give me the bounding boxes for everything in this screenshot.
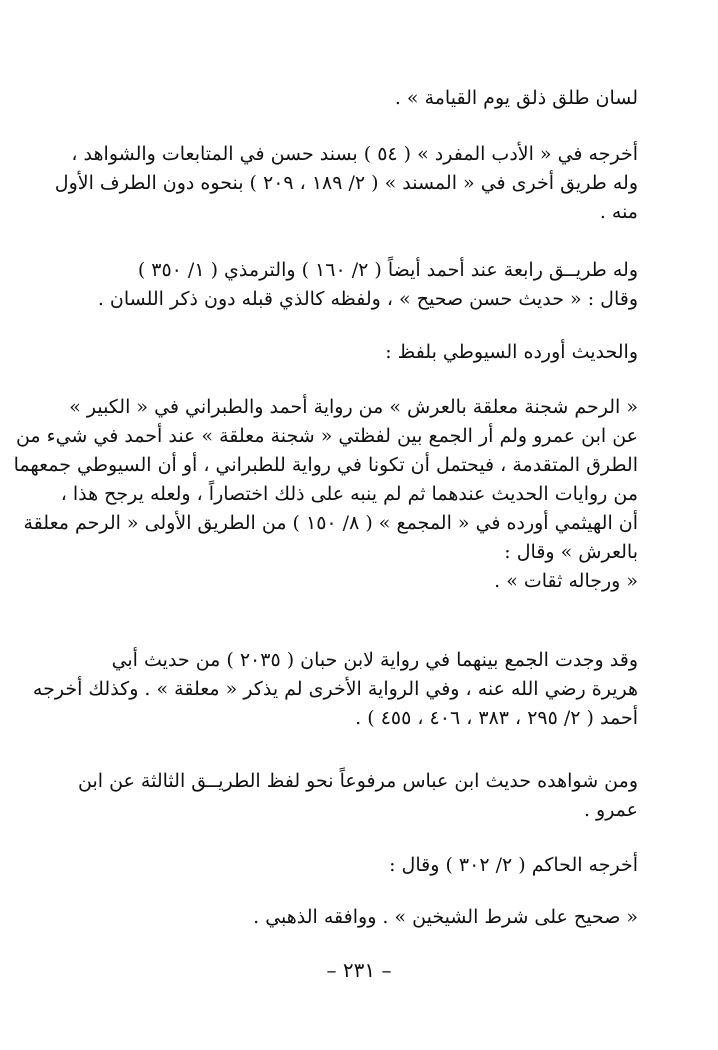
text-line: هريرة رضي الله عنه ، وفي الرواية الأخرى لم يذكر « معلقة » . وكذلك أخرجه xyxy=(32,678,638,700)
text-line: عن ابن عمرو ولم أر الجمع بين لفظتي « شجنة معلقة » عند أحمد في شيء من xyxy=(15,425,638,447)
text-line: والحديث أورده السيوطي بلفظ : xyxy=(385,341,638,363)
text-line: الطرق المتقدمة ، فيحتمل أن تكونا في رواية للطبراني ، أو أن السيوطي جمعهما xyxy=(13,454,638,476)
paragraph-3 xyxy=(78,256,638,314)
paragraph-9 xyxy=(78,903,638,932)
text-line: وقد وجدت الجمع بينهما في رواية لابن حبان ( ٢٠٣٥ ) من حديث أبي xyxy=(111,649,638,671)
text-line: أخرجه الحاكم ( ٢/ ٣٠٢ ) وقال : xyxy=(389,854,638,876)
text-line: منه . xyxy=(599,201,638,223)
text-line: « الرحم شجنة معلقة بالعرش » من رواية أحمد والطبراني في « الكبير » xyxy=(69,396,638,418)
text-line: أخرجه في « الأدب المفرد » ( ٥٤ ) بسند حسن في المتابعات والشواهد ، xyxy=(71,143,638,165)
paragraph-6 xyxy=(32,646,638,733)
text-line: ومن شواهده حديث ابن عباس مرفوعاً نحو لفظ الطريــق الثالثة عن ابن xyxy=(78,770,638,792)
text-line: « صحيح على شرط الشيخين » . ووافقه الذهبي . xyxy=(253,906,638,928)
text-line: عمرو . xyxy=(583,799,638,821)
text-line: أحمد ( ٢/ ٢٩٥ ، ٣٨٣ ، ٤٠٦ ، ٤٥٥ ) . xyxy=(355,707,638,729)
paragraph-4 xyxy=(78,338,638,367)
paragraph-2 xyxy=(54,140,638,227)
paragraph-8 xyxy=(78,851,638,880)
paragraph-5 xyxy=(13,393,638,596)
text-line: وله طريق أخرى في « المسند » ( ٢/ ١٨٩ ، ٢٠٩ ) بنحوه دون الطرف الأول xyxy=(54,172,638,194)
paragraph-1 xyxy=(78,84,638,113)
text-line: أن الهيثمي أورده في « المجمع » ( ٨/ ١٥٠ ) من الطريق الأولى « الرحم معلقة xyxy=(23,512,638,534)
paragraph-7 xyxy=(78,767,638,825)
text-line: من روايات الحديث عندهما ثم لم ينبه على ذلك اختصاراً ، ولعله يرجح هذا ، xyxy=(60,483,638,505)
page-number: – ٢٣١ – xyxy=(326,958,392,982)
text-line: وله طريــق رابعة عند أحمد أيضاً ( ٢/ ١٦٠ ) والترمذي ( ١/ ٣٥٠ ) xyxy=(137,259,638,281)
text-line: بالعرش » وقال : xyxy=(504,541,638,563)
text-line: لسان طلق ذلق يوم القيامة » . xyxy=(394,87,638,109)
text-line: « ورجاله ثقات » . xyxy=(494,570,638,592)
text-line: وقال : « حديث حسن صحيح » ، ولفظه كالذي قبله دون ذكر اللسان . xyxy=(97,288,638,310)
